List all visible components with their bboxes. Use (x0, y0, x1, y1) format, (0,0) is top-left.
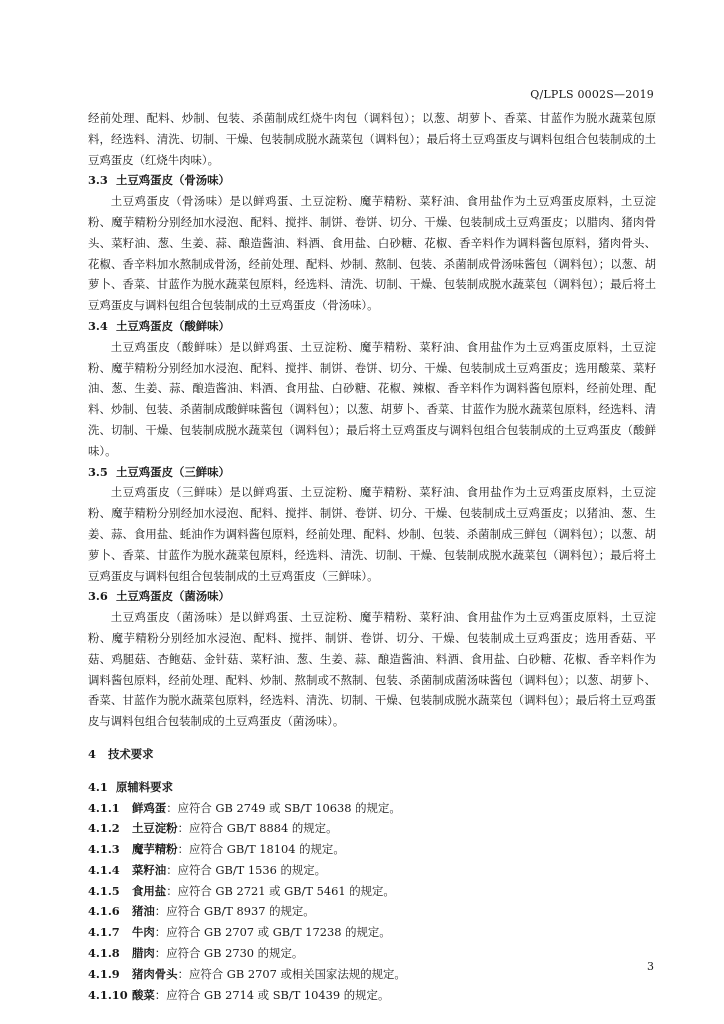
clause-number: 4.1.4 (88, 862, 120, 877)
clause-4-1-3 (88, 839, 656, 860)
section-body-3-3: 土豆鸡蛋皮（骨汤味）是以鲜鸡蛋、土豆淀粉、魔芋精粉、菜籽油、食用盐作为土豆鸡蛋皮原料，土豆淀粉、魔芋精粉分别经加水浸泡、配料、搅拌、制饼、卷饼、切分、干燥、包装制成土豆鸡蛋皮；以腊肉、猪肉骨头、菜籽油、葱、生姜、蒜、酿造酱油、料酒、食用盐、白砂糖、花椒、香辛料作为调料酱包原料，猪肉骨头、花椒、香辛料加水熬制成骨汤，经前处理、配料、炒制、熬制、包装、杀菌制成骨汤味酱包（调料包）；以葱、胡萝卜、香菜、甘蓝作为脱水蔬菜包原料，经选料、清洗、切制、干燥、包装制成脱水蔬菜包（调料包）；最后将土豆鸡蛋皮与调料包组合包装制成的土豆鸡蛋皮（骨汤味）。 (88, 194, 656, 313)
clause-term: 鲜鸡蛋 (132, 800, 167, 815)
clause-4-1-7 (88, 922, 656, 943)
clause-4-1-4 (88, 860, 656, 881)
clause-number: 4.1.6 (88, 904, 120, 919)
clause-term: 魔芋精粉 (132, 842, 178, 857)
chapter-title: 技术要求 (108, 746, 154, 761)
clause-4-1-2 (88, 818, 656, 839)
section-body-3-6: 土豆鸡蛋皮（菌汤味）是以鲜鸡蛋、土豆淀粉、魔芋精粉、菜籽油、食用盐作为土豆鸡蛋皮原料，土豆淀粉、魔芋精粉分别经加水浸泡、配料、搅拌、制饼、卷饼、切分、干燥、包装制成土豆鸡蛋皮；选用香菇、平菇、鸡腿菇、杏鲍菇、金针菇、菜籽油、葱、生姜、蒜、酿造酱油、料酒、食用盐、白砂糖、花椒、香辛料作为调料酱包原料，经前处理、配料、炒制、熬制或不熬制、包装、杀菌制成菌汤味酱包（调料包）；以葱、胡萝卜、香菜、甘蓝作为脱水蔬菜包原料，经选料、清洗、切制、干燥、包装制成脱水蔬菜包（调料包）；最后将土豆鸡蛋皮与调料包组合包装制成的土豆鸡蛋皮（菌汤味）。 (88, 610, 656, 729)
clause-4-1-6 (88, 901, 656, 922)
clause-term: 猪油 (132, 904, 155, 919)
clause-4-1-8 (88, 943, 656, 964)
section-heading-3-4 (88, 316, 656, 337)
section-heading-4-1 (88, 777, 656, 798)
clause-term: 牛肉 (132, 925, 155, 940)
section-body-3-4: 土豆鸡蛋皮（酸鲜味）是以鲜鸡蛋、土豆淀粉、魔芋精粉、菜籽油、食用盐作为土豆鸡蛋皮原料，土豆淀粉、魔芋精粉分别经加水浸泡、配料、搅拌、制饼、卷饼、切分、干燥、包装制成土豆鸡蛋皮；选用酸菜、菜籽油、葱、生姜、蒜、酿造酱油、料酒、食用盐、白砂糖、花椒、辣椒、香辛料作为调料酱包原料，经前处理、配料、炒制、包装、杀菌制成酸鲜味酱包（调料包）；以葱、胡萝卜、香菜、甘蓝作为脱水蔬菜包原料，经选料、清洗、切制、干燥、包装制成脱水蔬菜包（调料包）；最后将土豆鸡蛋皮与调料包组合包装制成的土豆鸡蛋皮（酸鲜味）。 (88, 339, 656, 458)
clause-text: ：应符合 GB 2707 或 GB/T 17238 的规定。 (154, 925, 391, 940)
clause-term: 酸菜 (132, 987, 155, 1002)
clause-number: 4.1.1 (88, 800, 120, 815)
section-title: 土豆鸡蛋皮（三鲜味） (116, 464, 230, 479)
clause-4-1-1 (88, 798, 656, 819)
clause-text: ：应符合 GB/T 8937 的规定。 (154, 904, 315, 919)
section-heading-3-3 (88, 170, 656, 191)
section-body-3-5: 土豆鸡蛋皮（三鲜味）是以鲜鸡蛋、土豆淀粉、魔芋精粉、菜籽油、食用盐作为土豆鸡蛋皮原料，土豆淀粉、魔芋精粉分别经加水浸泡、配料、搅拌、制饼、卷饼、切分、干燥、包装制成土豆鸡蛋皮；以猪油、葱、生姜、蒜、食用盐、蚝油作为调料酱包原料，经前处理、配料、炒制、包装、杀菌制成三鲜包（调料包）；以葱、胡萝卜、香菜、甘蓝作为脱水蔬菜包原料，经选料、清洗、切制、干燥、包装制成脱水蔬菜包（调料包）；最后将土豆鸡蛋皮与调料包组合包装制成的土豆鸡蛋皮（三鲜味）。 (88, 485, 656, 583)
clause-text: ：应符合 GB/T 1536 的规定。 (166, 862, 327, 877)
clause-number: 4.1.3 (88, 842, 120, 857)
section-heading-3-5 (88, 462, 656, 483)
clause-text: ：应符合 GB/T 18104 的规定。 (177, 842, 345, 857)
spacer (88, 732, 656, 744)
clause-number: 4.1.5 (88, 883, 120, 898)
section-title: 土豆鸡蛋皮（菌汤味） (116, 589, 230, 604)
clause-number: 4.1.7 (88, 925, 120, 940)
section-number: 3.3 (88, 173, 108, 188)
document-code: Q/LPLS 0002S—2019 (530, 88, 654, 101)
intro-paragraph: 经前处理、配料、炒制、包装、杀菌制成红烧牛肉包（调料包）；以葱、胡萝卜、香菜、甘蓝作为脱水蔬菜包原料，经选料、清洗、切制、干燥、包装制成脱水蔬菜包（调料包）；最后将土豆鸡蛋皮与调料包组合包装制成的土豆鸡蛋皮（红烧牛肉味）。 (88, 111, 656, 167)
clause-4-1-10 (88, 985, 656, 1006)
section-number: 3.5 (88, 464, 108, 479)
clause-term: 腊肉 (132, 946, 155, 961)
section-number: 3.4 (88, 318, 108, 333)
clause-number: 4.1.10 (88, 987, 128, 1002)
section-number: 4.1 (88, 779, 108, 794)
section-title: 土豆鸡蛋皮（骨汤味） (116, 173, 230, 188)
chapter-number: 4 (88, 746, 96, 761)
section-heading-3-6 (88, 586, 656, 607)
clause-number: 4.1.8 (88, 946, 120, 961)
clause-text: ：应符合 GB 2721 或 GB/T 5461 的规定。 (166, 883, 395, 898)
clause-text: ：应符合 GB/T 8884 的规定。 (177, 821, 338, 836)
clause-term: 食用盐 (132, 883, 167, 898)
section-number: 3.6 (88, 589, 108, 604)
clause-4-1-5 (88, 881, 656, 902)
spacer (88, 765, 656, 777)
page-number: 3 (647, 960, 654, 973)
document-body (88, 108, 656, 1005)
clause-number: 4.1.2 (88, 821, 120, 836)
clause-text: ：应符合 GB 2707 或相关国家法规的规定。 (177, 966, 406, 981)
clause-term: 菜籽油 (132, 862, 167, 877)
clause-number: 4.1.9 (88, 966, 120, 981)
section-title: 原辅料要求 (116, 779, 173, 794)
chapter-heading-4 (88, 744, 656, 765)
clause-text: ：应符合 GB 2730 的规定。 (154, 946, 304, 961)
clause-term: 猪肉骨头 (132, 966, 178, 981)
clause-4-1-9 (88, 964, 656, 985)
clause-text: ：应符合 GB 2714 或 SB/T 10439 的规定。 (154, 987, 390, 1002)
clause-text: ：应符合 GB 2749 或 SB/T 10638 的规定。 (166, 800, 401, 815)
section-title: 土豆鸡蛋皮（酸鲜味） (116, 318, 230, 333)
clause-term: 土豆淀粉 (132, 821, 178, 836)
